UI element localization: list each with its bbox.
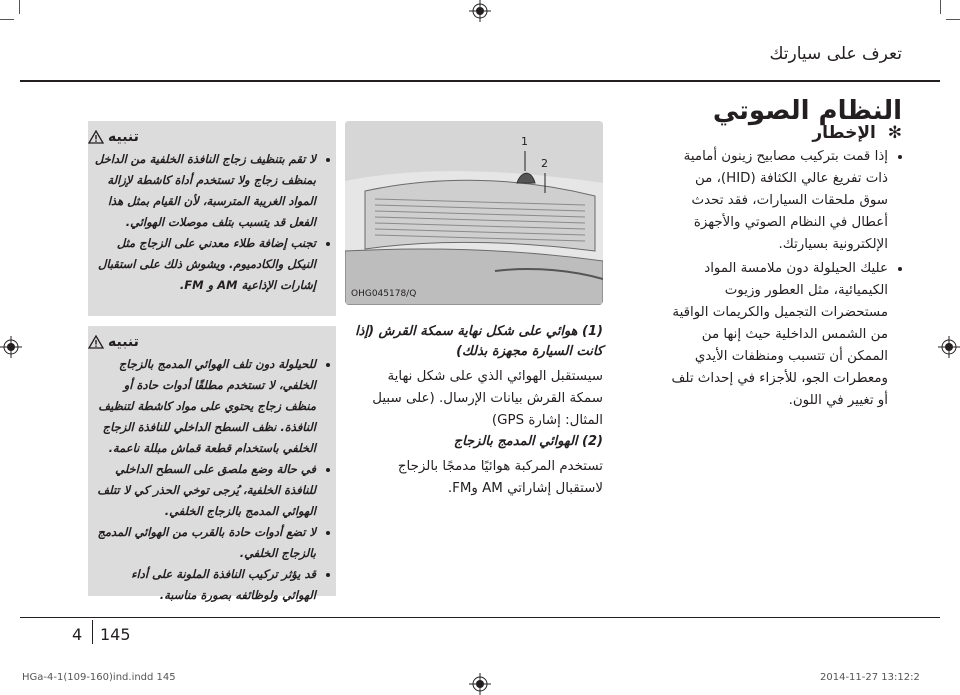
caution-box [88, 326, 336, 602]
footer-filename: HGa-4-1(109-160)ind.indd 145 [22, 672, 176, 683]
registration-mark-icon [0, 336, 22, 358]
section-heading: النظام الصوتي [712, 96, 902, 126]
page-number-separator [92, 620, 93, 644]
asterisk-icon: ✻ [887, 123, 902, 143]
warning-triangle-icon [88, 130, 104, 144]
caution-item: • قد يؤثر تركيب النافذة الملونة على أداء الهوائي ولوظائفه بصورة مناسبة. [94, 564, 316, 606]
caution-box [88, 121, 336, 316]
car-rear-illustration [345, 121, 603, 305]
caution-item: • لا تضع أدوات حادة بالقرب من الهوائي المدمج بالزجاج الخلفي. [94, 522, 316, 564]
caution-label: تنبيه [108, 334, 139, 350]
caution-item: • في حالة وضع ملصق على السطح الداخلي للنافذة الخلفية، يُرجى توخي الحذر كي لا تتلف الهوائي المدمج بالزجاج الخلفي. [94, 459, 316, 522]
body-text [664, 146, 902, 414]
caution-heading [88, 121, 336, 149]
footer-rule [20, 617, 940, 618]
caution-heading [88, 326, 336, 354]
body-item: • عليك الحيلولة دون ملامسة المواد الكيميائية، مثل العطور وزيوت مستحضرات التجميل والكريمات الواقية من الشمس الداخلية حيث إنها من الممكن أن تتسبب ومنظفات الأيدي ومعطرات الجو، للأجزاء في إحداث تلف أو تغيير في اللون. [664, 258, 888, 412]
warning-triangle-icon [88, 335, 104, 349]
crop-mark [19, 0, 20, 14]
callout-1: 1 [521, 135, 528, 148]
caution-label: تنبيه [108, 129, 139, 145]
header-rule [20, 80, 940, 82]
chapter-title: تعرف على سيارتك [769, 44, 902, 64]
caption-1-text: سيستقبل الهوائي الذي على شكل نهاية سمكة القرش بيانات الإرسال. (على سبيل المثال: إشارة GPS) [372, 369, 603, 428]
crop-mark [0, 19, 14, 20]
figure-code: OHG045178/Q [351, 289, 417, 299]
caption-2-text: تستخدم المركبة هوائيًا مدمجًا بالزجاج لاستقبال إشاراتي AM وFM. [397, 459, 603, 496]
footer-date: 2014-11-27 13:12:2 [820, 672, 920, 683]
crop-mark [940, 0, 941, 14]
caption-1-title: (1) هوائي على شكل نهاية سمكة القرش (إذا كانت السيارة مجهزة بذلك) [355, 324, 603, 359]
page-number: 145 [100, 625, 131, 644]
registration-mark-icon [469, 673, 491, 695]
caution-item: • تجنب إضافة طلاء معدني على الزجاج مثل النيكل والكادميوم. ويشوش ذلك على استقبال إشارات الإذاعية AM و FM. [94, 233, 316, 296]
subheading-label: الإخطار [812, 123, 876, 143]
body-item: • إذا قمت بتركيب مصابيح زينون أمامية ذات تفريغ عالي الكثافة (HID)، من سوق ملحقات السيارات، فقد تحدث أعطال في النظام الصوتي والأجهزة الإلكترونية بسيارتك. [664, 146, 888, 256]
registration-mark-icon [938, 336, 960, 358]
caution-item: • لا تقم بتنظيف زجاج النافذة الخلفية من الداخل بمنظف زجاج ولا تستخدم أداة كاشطة لإزالة المواد الغريبة المترسبة، لأن القيام بمثل هذا الفعل قد يتسبب بتلف موصلات الهوائي. [94, 149, 316, 233]
crop-mark [946, 19, 960, 20]
caution-item: • للحيلولة دون تلف الهوائي المدمج بالزجاج الخلفي، لا تستخدم مطلقًا أدوات حادة أو منظف زجاج يحتوي على مواد كاشطة لتنظيف النافذة. نظف السطح الداخلي للنافذة الزجاج الخلفي باستخدام قطعة قماش مبللة ناعمة. [94, 354, 316, 459]
section-number: 4 [72, 625, 83, 644]
callout-2: 2 [541, 157, 548, 170]
caption-2-title: (2) الهوائي المدمج بالزجاج [453, 434, 603, 449]
registration-mark-icon [469, 0, 491, 22]
subheading [812, 123, 902, 143]
car-rear-figure [345, 121, 603, 305]
